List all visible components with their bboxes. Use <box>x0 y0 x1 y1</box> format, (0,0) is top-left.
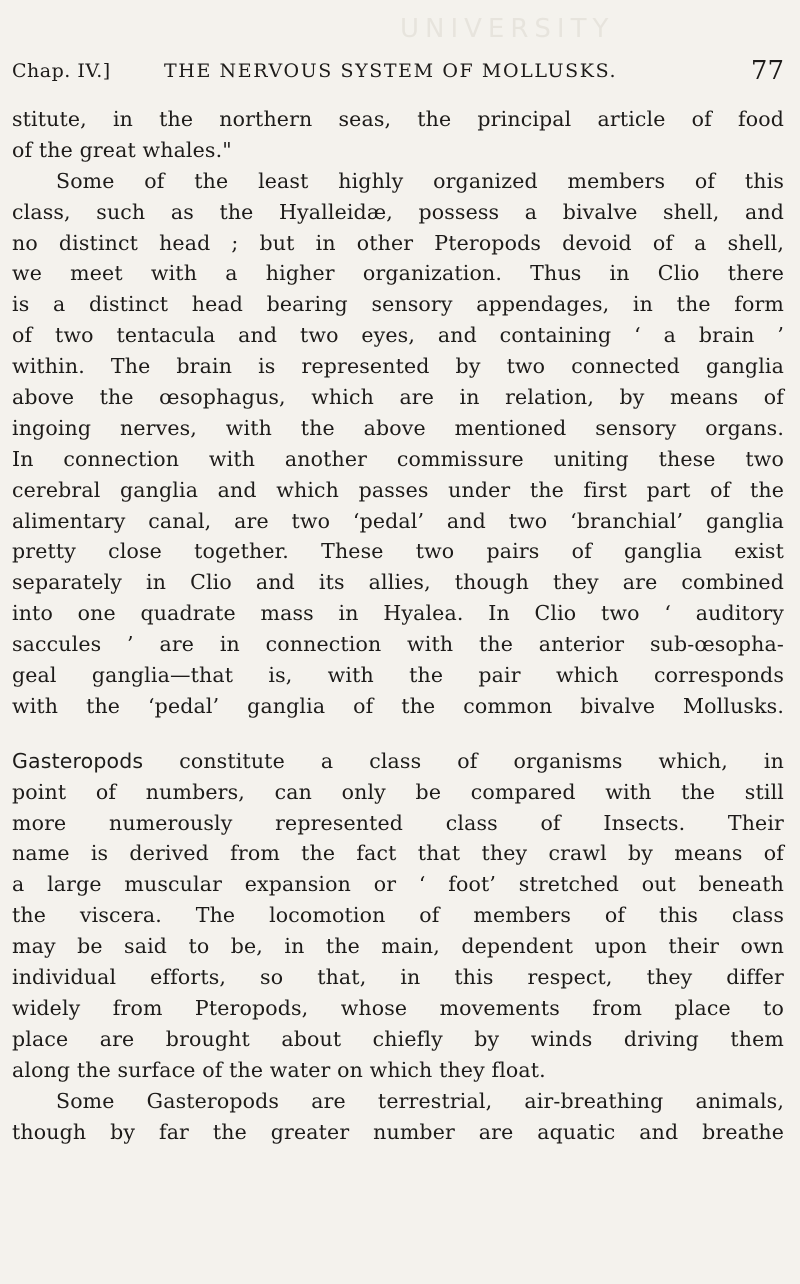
text-line: class, such as the Hyalleidæ, possess a bivalve shell, and <box>12 199 784 224</box>
text-line: pretty close together. These two pairs of ganglia exist <box>12 539 784 564</box>
text-line: may be said to be, in the main, dependent upon their own <box>12 934 784 959</box>
text-line: Some of the least highly organized members of this <box>56 168 784 193</box>
text-line: name is derived from the fact that they crawl by means of <box>12 841 784 866</box>
lead-word: Gasteropods <box>12 748 144 773</box>
chapter-label: Chap. IV.] <box>12 60 111 82</box>
lead-line-rest: constitute a class of organisms which, in <box>143 748 784 773</box>
text-line: saccules ’ are in connection with the anterior sub-œsopha- <box>12 632 784 657</box>
text-line: place are brought about chiefly by winds driving them <box>12 1026 784 1051</box>
text-line: more numerously represented class of Insects. Their <box>12 810 784 835</box>
text-line: separately in Clio and its allies, though they are combined <box>12 570 784 595</box>
text-line: a large muscular expansion or ‘ foot’ stretched out beneath <box>12 872 784 897</box>
text-line-lead <box>12 746 784 777</box>
text-line: into one quadrate mass in Hyalea. In Clio two ‘ auditory <box>12 601 784 626</box>
running-head <box>12 58 784 90</box>
text-line: the viscera. The locomotion of members of this class <box>12 903 784 928</box>
text-line: we meet with a higher organization. Thus in Clio there <box>12 261 784 286</box>
text-line: no distinct head ; but in other Pteropods devoid of a shell, <box>12 230 784 255</box>
text-line: Some Gasteropods are terrestrial, air-breathing animals, <box>56 1088 784 1113</box>
text-line: though by far the greater number are aquatic and breathe <box>12 1119 784 1144</box>
text-line: geal ganglia—that is, with the pair which corresponds <box>12 663 784 688</box>
running-title: THE NERVOUS SYSTEM OF MOLLUSKS. <box>164 60 618 82</box>
text-line: of two tentacula and two eyes, and containing ‘ a brain ’ <box>12 323 784 348</box>
text-line: ingoing nerves, with the above mentioned sensory organs. <box>12 415 784 440</box>
text-line: with the ‘pedal’ ganglia of the common bivalve Mollusks. <box>12 693 784 718</box>
text-line: point of numbers, can only be compared with the still <box>12 779 784 804</box>
text-line: In connection with another commissure uniting these two <box>12 446 784 471</box>
section-gap <box>12 722 784 746</box>
library-watermark: UNIVERSITY <box>400 14 615 44</box>
text-line: is a distinct head bearing sensory appendages, in the form <box>12 292 784 317</box>
text-line: of the great whales." <box>12 137 232 162</box>
text-line: stitute, in the northern seas, the principal article of food <box>12 107 784 131</box>
text-line: alimentary canal, are two ‘pedal’ and two ‘branchial’ ganglia <box>12 508 784 533</box>
text-line: individual efforts, so that, in this respect, they differ <box>12 965 784 990</box>
text-line: along the surface of the water on which they float. <box>12 1057 546 1082</box>
body-text <box>12 104 784 1147</box>
text-line: above the œsophagus, which are in relation, by means of <box>12 385 784 410</box>
text-line: cerebral ganglia and which passes under the first part of the <box>12 477 784 502</box>
text-line: widely from Pteropods, whose movements from place to <box>12 995 784 1020</box>
text-line: within. The brain is represented by two connected ganglia <box>12 354 784 379</box>
page-number: 77 <box>750 56 784 86</box>
